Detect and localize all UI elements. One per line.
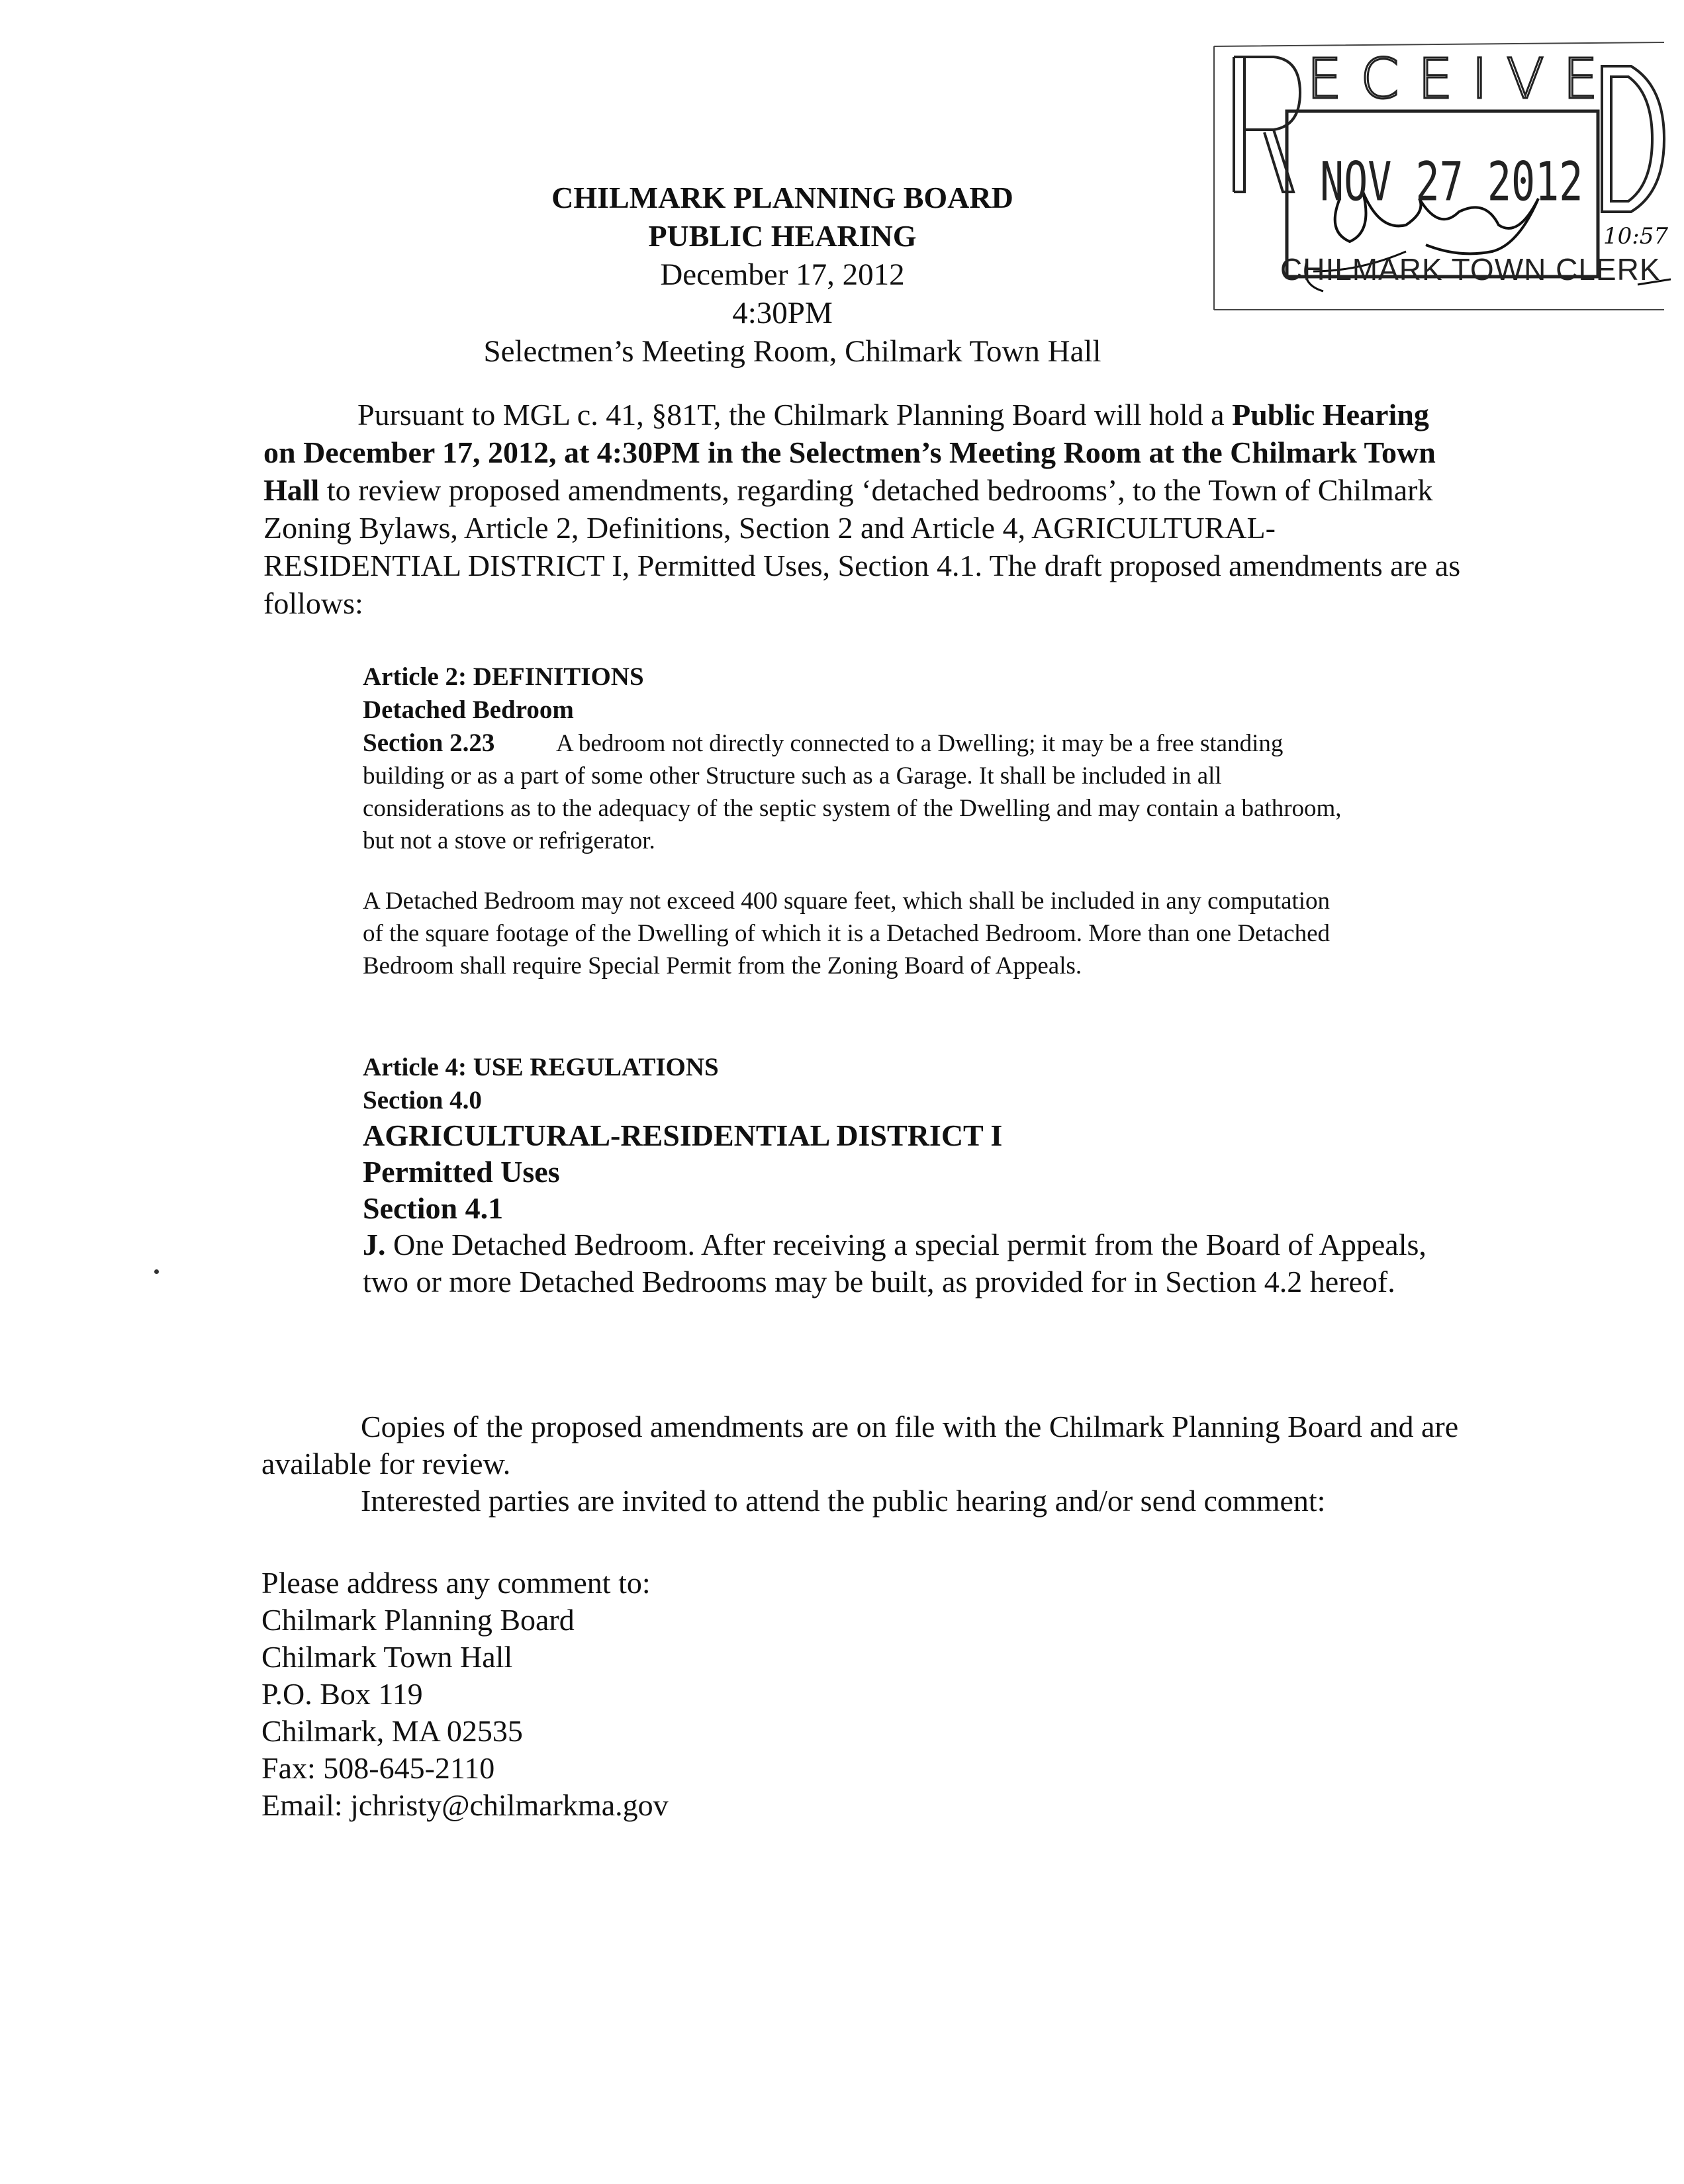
stamp-letter: C — [1360, 46, 1399, 111]
use-item-j — [363, 1226, 1448, 1300]
header-location: Selectmen’s Meeting Room, Chilmark Town Hall — [483, 334, 1101, 369]
stamp-letter: V — [1506, 46, 1544, 111]
address-line: P.O. Box 119 — [261, 1677, 423, 1711]
stamp-letter: E — [1562, 46, 1598, 111]
definitions-section — [363, 660, 1356, 982]
header-date: December 17, 2012 — [660, 257, 905, 292]
definitions-paragraph-2: A Detached Bedroom may not exceed 400 square feet, which shall be included in any computation of the square footage of the Dwelling of which it is a Detached Bedroom. More than one Detached Bedroom shall require Special Permit from the Zoning Board of Appeals. — [363, 887, 1331, 979]
stamp-date: NOV 27 2012 — [1320, 151, 1583, 214]
intro-text-start: Pursuant to MGL c. 41, §81T, the Chilmark Planning Board will hold a — [357, 398, 1233, 432]
address-block — [261, 1565, 1188, 1824]
scan-speck — [154, 1269, 159, 1274]
invite-text: Interested parties are invited to attend the public hearing and/or send comment: — [361, 1484, 1326, 1518]
definitions-text-1: A bedroom not directly connected to a Dwelling; it may be a free standing building or as a part of some other Structure such as a Garage. It shall be included in all considerations as to the adequacy of the septic system of the Dwelling and may contain a bathroom, but not a stove or refrigerator. — [363, 730, 1342, 854]
copies-paragraph — [261, 1408, 1486, 1482]
address-email[interactable]: Email: jchristy@chilmarkma.gov — [261, 1788, 669, 1822]
definitions-article-heading: Article 2: DEFINITIONS — [363, 662, 644, 691]
use-subsection-number: Section 4.1 — [363, 1191, 504, 1225]
copies-text: Copies of the proposed amendments are on file with the Chilmark Planning Board and are available for review. — [261, 1410, 1459, 1480]
header-event: PUBLIC HEARING — [648, 219, 917, 253]
address-line: Fax: 508-645-2110 — [261, 1751, 495, 1785]
use-item-text: One Detached Bedroom. After receiving a special permit from the Board of Appeals, two or more Detached Bedrooms may be built, as provided for in Section 4.2 hereof. — [363, 1228, 1427, 1298]
stamp-time-note: 10:57 — [1603, 223, 1668, 250]
address-line: Chilmark Town Hall — [261, 1640, 513, 1674]
document-header — [0, 179, 1684, 371]
use-subheading: Permitted Uses — [363, 1155, 560, 1189]
intro-paragraph — [263, 396, 1463, 622]
intro-hearing-details: Public Hearing on December 17, 2012, at 4:30PM in the Selectmen’s Meeting Room at the Chilmark Town Hall — [263, 398, 1436, 507]
stamp-letter: I — [1471, 46, 1488, 111]
intro-text-end: to review proposed amendments, regarding ‘detached bedrooms’, to the Town of Chilmark Zoning Bylaws, Article 2, Definitions, Section 2 and Article 4, AGRICULTURAL-RESIDENTIAL DISTRICT I, Permitted Uses, Section 4.1. The draft proposed amendments are as follows: — [263, 473, 1461, 620]
address-line: Chilmark, MA 02535 — [261, 1714, 523, 1748]
definitions-term: Detached Bedroom — [363, 696, 574, 724]
header-org: CHILMARK PLANNING BOARD — [551, 181, 1013, 214]
stamp-organization: CHILMARK TOWN CLERK — [1280, 252, 1661, 287]
use-section-number: Section 4.0 — [363, 1086, 482, 1115]
stamp-letter: E — [1307, 46, 1342, 111]
use-article-heading: Article 4: USE REGULATIONS — [363, 1053, 719, 1081]
address-line: Please address any comment to: — [261, 1566, 651, 1600]
definitions-section-number: Section 2.23 — [363, 729, 495, 757]
use-regulations-section — [363, 1051, 1448, 1300]
definitions-paragraph-1 — [363, 727, 1356, 857]
stamp-letter: E — [1417, 46, 1453, 111]
invite-paragraph — [261, 1482, 1486, 1520]
stamp-received-letters — [1307, 46, 1598, 111]
address-line: Chilmark Planning Board — [261, 1603, 575, 1637]
use-district-heading: AGRICULTURAL-RESIDENTIAL DISTRICT I — [363, 1118, 1003, 1152]
use-item-letter: J. — [363, 1228, 386, 1261]
header-time: 4:30PM — [732, 296, 833, 330]
closing-paragraphs — [261, 1408, 1486, 1520]
